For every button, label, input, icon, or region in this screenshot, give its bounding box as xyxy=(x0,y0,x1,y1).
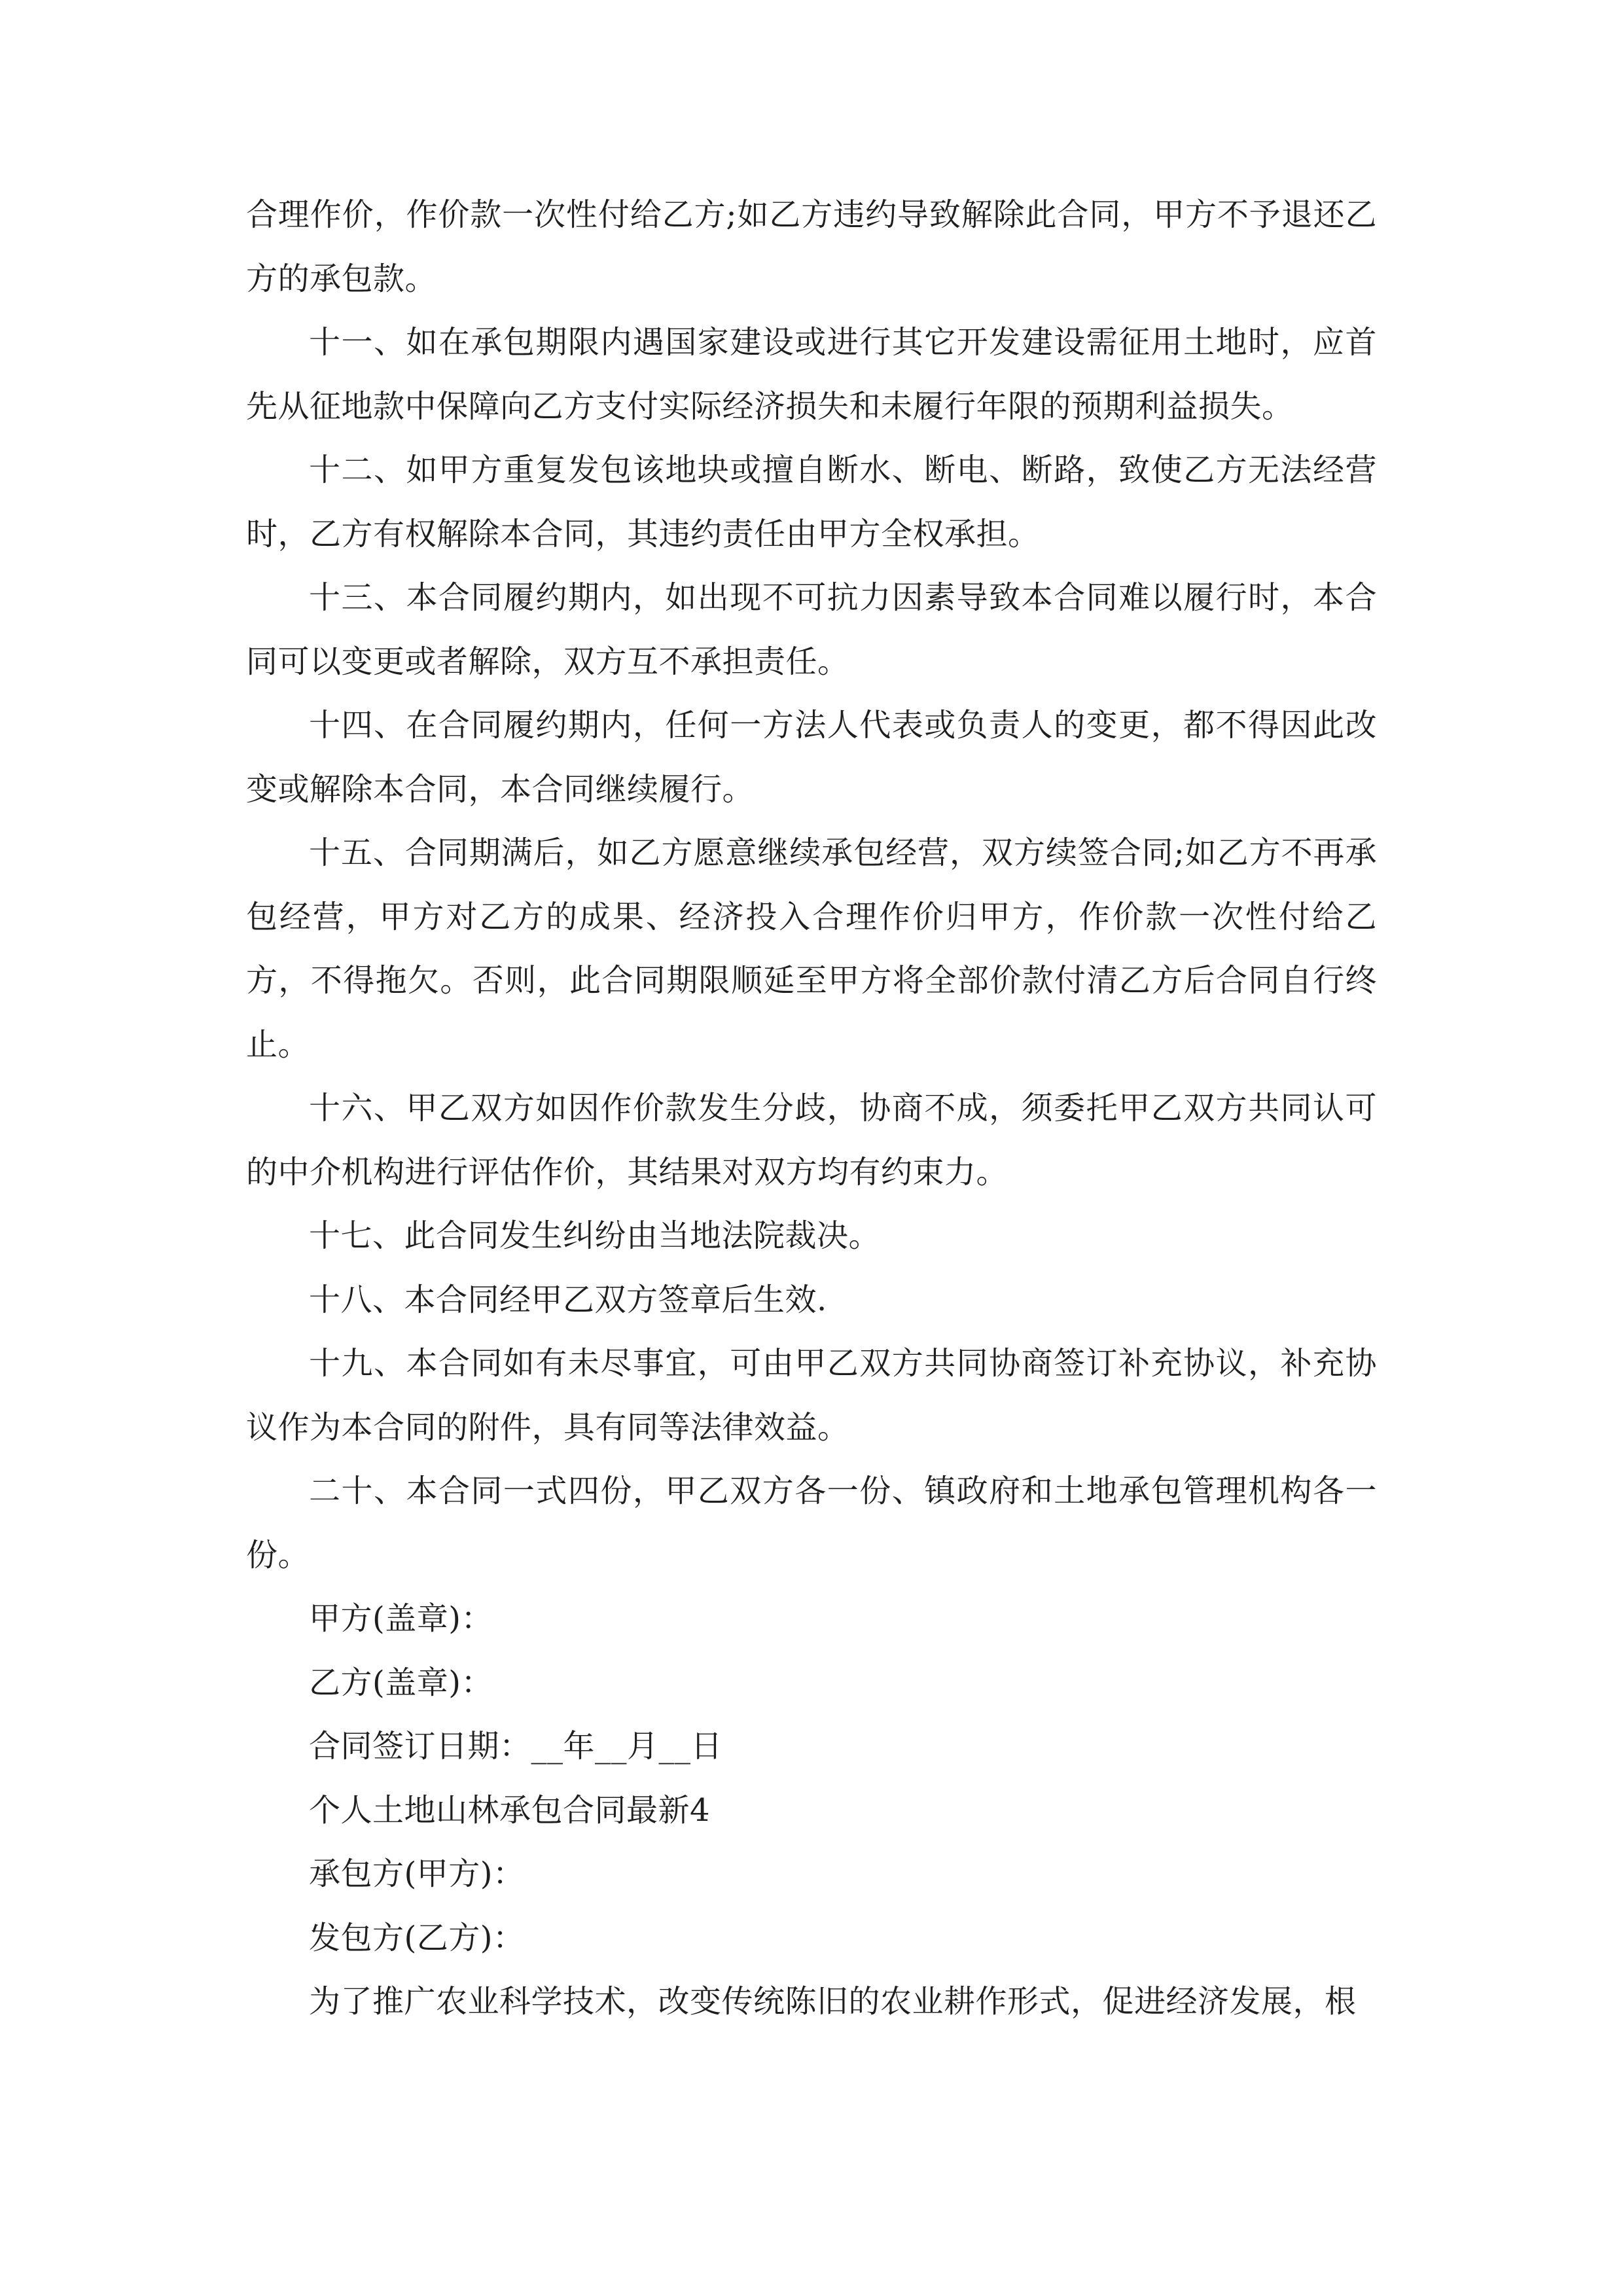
clause-16: 十六、甲乙双方如因作价款发生分歧，协商不成，须委托甲乙双方共同认可的中介机构进行评估作价，其结果对双方均有约束力。 xyxy=(246,1090,1377,1191)
preamble-paragraph: 为了推广农业科学技术，改变传统陈旧的农业耕作形式，促进经济发展，根 xyxy=(309,1983,1357,2020)
contractor-line: 承包方(甲方)： xyxy=(309,1856,525,1892)
clause-20: 二十、本合同一式四份，甲乙双方各一份、镇政府和土地承包管理机构各一份。 xyxy=(246,1473,1377,1573)
contract-body xyxy=(246,183,1377,2034)
clause-12: 十二、如甲方重复发包该地块或擅自断水、断电、断路，致使乙方无法经营时，乙方有权解除本合同，其违约责任由甲方全权承担。 xyxy=(246,452,1377,552)
clause-17: 十七、此合同发生纠纷由当地法院裁决。 xyxy=(309,1217,881,1254)
paragraph-continuation: 合理作价，作价款一次性付给乙方;如乙方违约导致解除此合同，甲方不予退还乙方的承包款。 xyxy=(246,196,1377,297)
signing-date-line: 合同签订日期：__年__月__日 xyxy=(309,1728,723,1765)
clause-15: 十五、合同期满后，如乙方愿意继续承包经营，双方续签合同;如乙方不再承包经营，甲方对乙方的成果、经济投入合理作价归甲方，作价款一次性付给乙方，不得拖欠。否则，此合同期限顺延至甲方将全部价款付清乙方后合同自行终止。 xyxy=(246,834,1377,1063)
party-a-seal-line: 甲方(盖章)： xyxy=(309,1600,493,1637)
clause-14: 十四、在合同履约期内，任何一方法人代表或负责人的变更，都不得因此改变或解除本合同，本合同继续履行。 xyxy=(246,707,1377,808)
clause-19: 十九、本合同如有未尽事宜，可由甲乙双方共同协商签订补充协议，补充协议作为本合同的附件，具有同等法律效益。 xyxy=(246,1345,1377,1446)
party-b-seal-line: 乙方(盖章)： xyxy=(309,1664,493,1701)
clause-11: 十一、如在承包期限内遇国家建设或进行其它开发建设需征用土地时，应首先从征地款中保障向乙方支付实际经济损失和未履行年限的预期利益损失。 xyxy=(246,324,1377,425)
section-title: 个人土地山林承包合同最新4 xyxy=(309,1791,711,1829)
clause-18: 十八、本合同经甲乙双方签章后生效. xyxy=(309,1281,827,1318)
issuer-line: 发包方(乙方)： xyxy=(309,1919,525,1956)
clause-13: 十三、本合同履约期内，如出现不可抗力因素导致本合同难以履行时，本合同可以变更或者解除，双方互不承担责任。 xyxy=(246,579,1377,680)
